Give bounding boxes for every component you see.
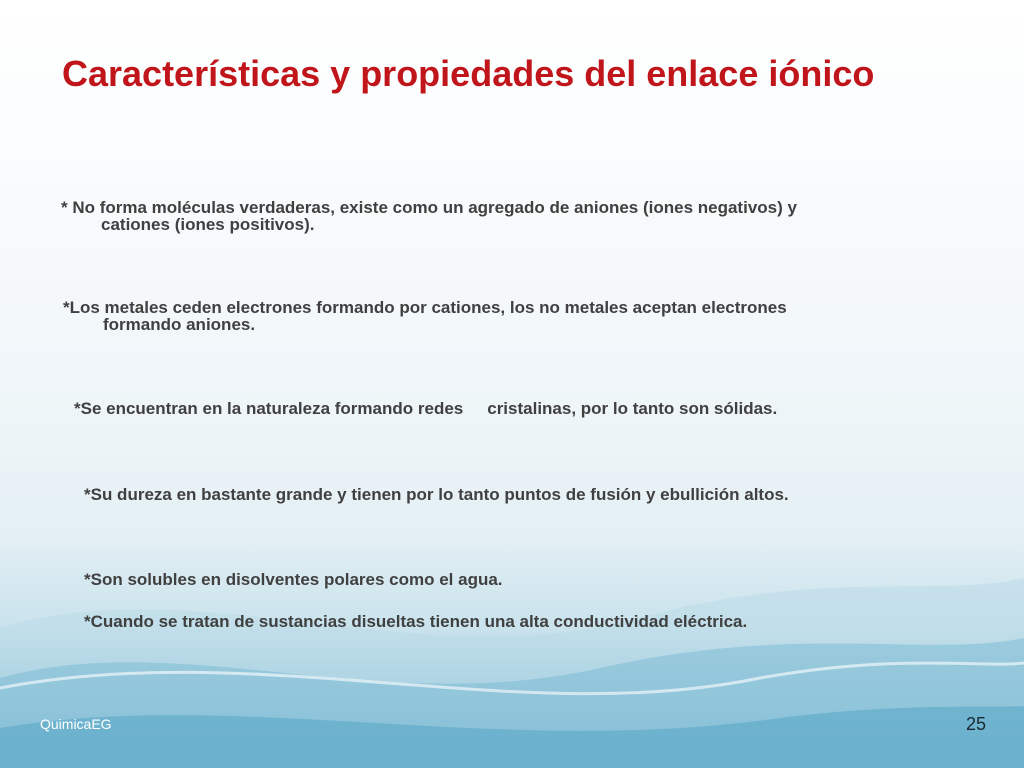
bullet-text: *Cuando se tratan de sustancias disueltas tienen una alta conductividad eléctrica.	[84, 612, 748, 631]
slide-title: Características y propiedades del enlace iónico	[62, 53, 875, 94]
footer-author: QuimicaEG	[40, 716, 112, 732]
background-wave-highlight	[0, 568, 1024, 768]
bullet-item	[84, 571, 503, 588]
bullet-text: * No forma moléculas verdaderas, existe como un agregado de aniones (iones negativos) y	[61, 198, 797, 217]
bullet-item	[84, 486, 789, 503]
bullet-text: *Se encuentran en la naturaleza formando redes	[74, 399, 464, 418]
bullet-item	[63, 299, 787, 333]
bullet-item	[61, 199, 797, 233]
bullet-item	[84, 613, 747, 630]
bullet-text: *Su dureza en bastante grande y tienen por lo tanto puntos de fusión y ebullición altos.	[84, 485, 789, 504]
bullet-text: *Son solubles en disolventes polares como el agua.	[84, 570, 503, 589]
bullet-text: *Los metales ceden electrones formando por cationes, los no metales aceptan electrones	[63, 298, 787, 317]
bullet-text-part2: cristalinas, por lo tanto son sólidas.	[487, 399, 778, 418]
page-number: 25	[965, 714, 986, 734]
bullet-text-continuation: cationes (iones positivos).	[101, 215, 315, 234]
bullet-item	[74, 400, 777, 417]
bullet-text-continuation: formando aniones.	[103, 315, 256, 334]
